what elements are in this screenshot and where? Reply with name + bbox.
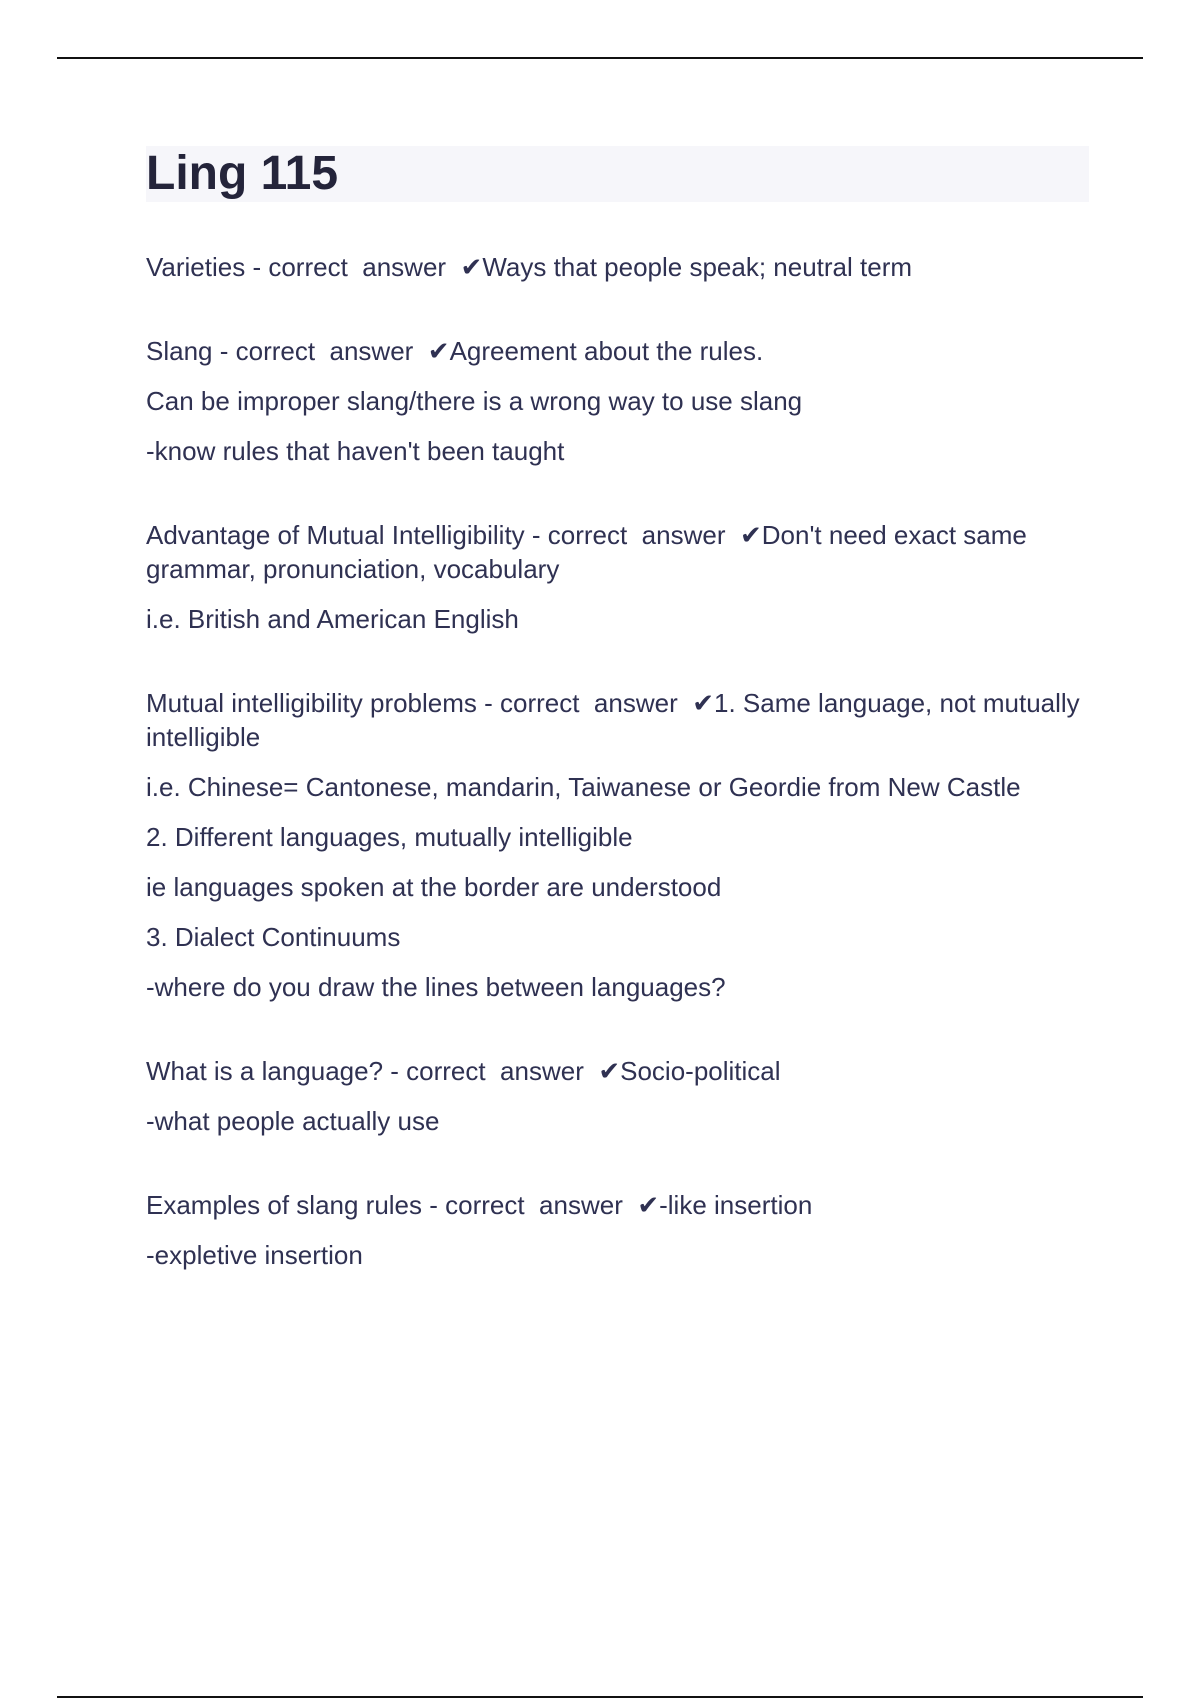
answer-detail-line: i.e. Chinese= Cantonese, mandarin, Taiwanese or Geordie from New Castle xyxy=(146,772,1021,802)
flashcard-entry xyxy=(146,686,1086,1004)
answer-detail-line: ie languages spoken at the border are understood xyxy=(146,872,722,902)
answer-detail-line: 2. Different languages, mutually intelligible xyxy=(146,822,633,852)
checkmark-icon: ✔ xyxy=(692,688,714,718)
flashcard-entry xyxy=(146,1188,1086,1272)
answer-text: 1. Same language, not mutually intelligible xyxy=(146,688,1080,752)
checkmark-icon: ✔ xyxy=(460,252,483,282)
term-text: What is a language? xyxy=(146,1056,384,1086)
correct-answer-label: - correct answer xyxy=(524,520,740,550)
term-text: Mutual intelligibility problems xyxy=(146,688,477,718)
term-answer-line xyxy=(146,1188,1086,1222)
term-text: Varieties xyxy=(146,252,246,282)
term-answer-line xyxy=(146,1054,1086,1088)
answer-text: Agreement about the rules. xyxy=(449,336,764,366)
checkmark-icon: ✔ xyxy=(637,1190,660,1220)
correct-answer-label: - correct answer xyxy=(383,1056,599,1086)
answer-detail-line: -what people actually use xyxy=(146,1106,440,1136)
term-answer-line xyxy=(146,686,1086,754)
term-answer-line xyxy=(146,334,1086,368)
flashcard-list xyxy=(146,250,1086,1322)
flashcard-entry xyxy=(146,1054,1086,1138)
checkmark-icon: ✔ xyxy=(598,1056,621,1086)
answer-detail-line: -where do you draw the lines between languages? xyxy=(146,972,726,1002)
term-answer-line xyxy=(146,518,1086,586)
answer-text: Ways that people speak; neutral term xyxy=(482,252,913,282)
flashcard-entry xyxy=(146,250,1086,284)
answer-text: Don't need exact same grammar, pronunciation, vocabulary xyxy=(146,520,1027,584)
term-text: Advantage of Mutual Intelligibility xyxy=(146,520,525,550)
header-rule xyxy=(57,57,1143,59)
answer-text: -like insertion xyxy=(659,1190,813,1220)
answer-detail-line: 3. Dialect Continuums xyxy=(146,922,401,952)
checkmark-icon: ✔ xyxy=(739,520,762,550)
term-text: Slang xyxy=(146,336,213,366)
correct-answer-label: - correct answer xyxy=(212,336,428,366)
flashcard-entry xyxy=(146,334,1086,468)
flashcard-entry xyxy=(146,518,1086,636)
term-text: Examples of slang rules xyxy=(146,1190,423,1220)
answer-detail-line: -expletive insertion xyxy=(146,1240,363,1270)
footer-rule xyxy=(57,1696,1143,1698)
answer-detail-line: -know rules that haven't been taught xyxy=(146,436,565,466)
answer-detail-line: Can be improper slang/there is a wrong way to use slang xyxy=(146,386,803,416)
correct-answer-label: - correct answer xyxy=(245,252,461,282)
correct-answer-label: - correct answer xyxy=(476,688,693,718)
answer-text: Socio-political xyxy=(620,1056,781,1086)
page-title: Ling 115 xyxy=(146,147,339,200)
correct-answer-label: - correct answer xyxy=(422,1190,638,1220)
checkmark-icon: ✔ xyxy=(427,336,450,366)
term-answer-line xyxy=(146,250,1086,284)
answer-detail-line: i.e. British and American English xyxy=(146,604,519,634)
